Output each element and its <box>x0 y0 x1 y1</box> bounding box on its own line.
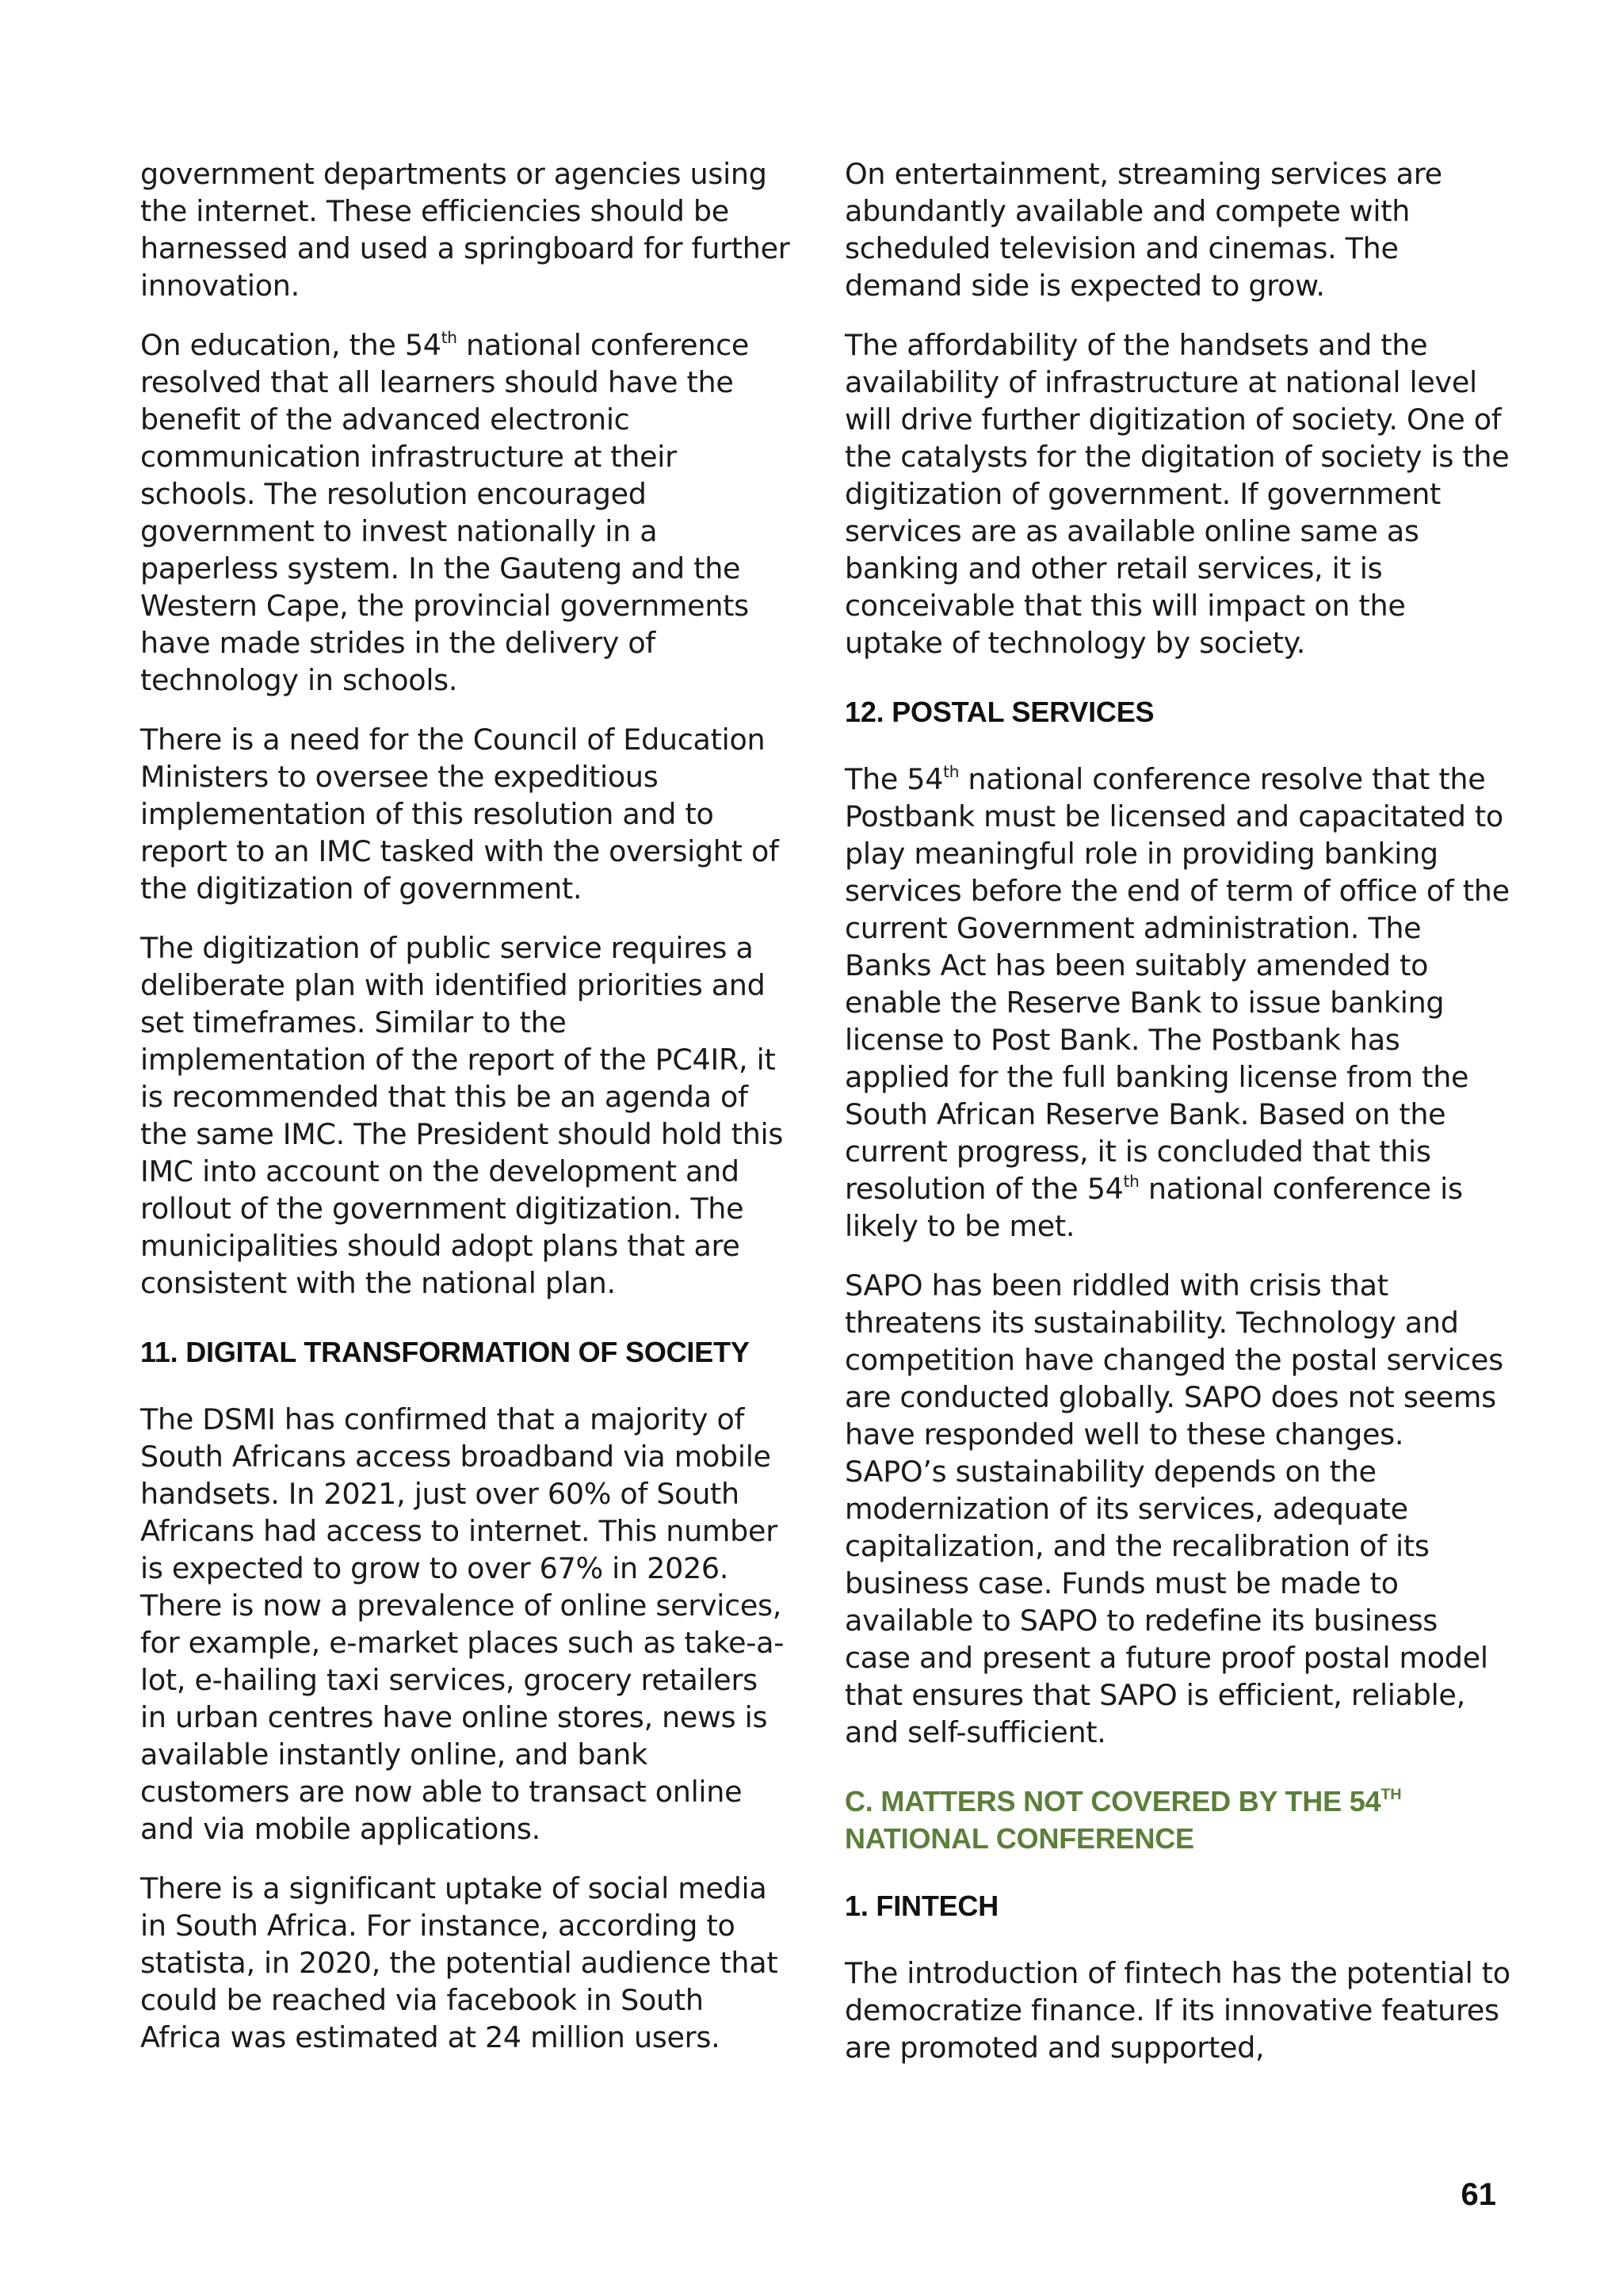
right-column <box>845 155 1510 2088</box>
paragraph: The digitization of public service requires a deliberate plan with identified priorities and set timeframes. Similar to the implementation of the report of the PC4IR, it is recommended that this be an agenda of the same IMC. The President should hold this IMC into account on the development and rollout of the government digitization. The municipalities should adopt plans that are consistent with the national plan. <box>140 931 784 1300</box>
section-heading-c <box>845 1783 1510 1857</box>
left-column <box>140 155 790 2078</box>
text-run: national conference is likely to be met. <box>845 1172 1463 1243</box>
section-heading-fintech: 1. FINTECH <box>845 1890 999 1922</box>
text-run: NATIONAL CONFERENCE <box>845 1822 1194 1855</box>
paragraph-postbank <box>845 761 1510 1245</box>
paragraph: There is a significant uptake of social media in South Africa. For instance, according to statista, in 2020, the potential audience that could be reached via facebook in South Africa was estimated at 24 million users. <box>140 1871 778 2054</box>
paragraph: The introduction of fintech has the potential to democratize finance. If its innovative features are promoted and supported, <box>845 1956 1510 2065</box>
superscript: th <box>943 761 960 781</box>
section-heading-11: 11. DIGITAL TRANSFORMATION OF SOCIETY <box>140 1336 750 1368</box>
paragraph: The affordability of the handsets and the availability of infrastructure at national level will drive further digitization of society. One of the catalysts for the digitation of society is the digitization of government. If government services are as available online same as banking and other retail services, it is conceivable that this will impact on the uptake of technology by society. <box>845 328 1510 660</box>
superscript: th <box>441 327 457 347</box>
section-heading-12: 12. POSTAL SERVICES <box>845 696 1155 728</box>
paragraph: There is a need for the Council of Education Ministers to oversee the expeditious implementation of this resolution and to report to an IMC tasked with the oversight of the digitization of government. <box>140 723 779 906</box>
paragraph: government departments or agencies using the internet. These efficiencies should be harnessed and used a springboard for further innovation. <box>140 157 790 303</box>
paragraph: On entertainment, streaming services are abundantly available and compete with scheduled television and cinemas. The demand side is expected to grow. <box>845 157 1442 303</box>
paragraph: The DSMI has confirmed that a majority of South Africans access broadband via mobile handsets. In 2021, just over 60% of South Africans had access to internet. This number is expected to grow to over 67% in 2026. There is now a prevalence of online services, for example, e-market places such as take-a-lot, e-hailing taxi services, grocery retailers in urban centres have online stores, news is available instantly online, and bank customers are now able to transact online and via mobile applications. <box>140 1402 785 1846</box>
text-run: national conference resolved that all learners should have the benefit of the advanced electronic communication infrastructure at their schools. The resolution encouraged government to invest nationally in a paperless system. In the Gauteng and the Western Cape, the provincial governments have made strides in the delivery of technology in schools. <box>140 328 750 697</box>
paragraph-education <box>140 326 790 699</box>
text-run: national conference resolve that the Postbank must be licensed and capacitated to play meaningful role in providing banking services before the end of term of office of the current Government administration. The Banks Act has been suitably amended to enable the Reserve Bank to issue banking license to Post Bank. The Postbank has applied for the full banking license from the South African Reserve Bank. Based on the current progress, it is concluded that this resolution of the 54 <box>845 762 1510 1206</box>
page-number: 61 <box>1461 2177 1496 2212</box>
superscript: th <box>1123 1171 1140 1191</box>
text-run: C. MATTERS NOT COVERED BY THE 54 <box>845 1785 1381 1817</box>
text-run: On education, the 54 <box>140 328 441 362</box>
paragraph: SAPO has been riddled with crisis that threatens its sustainability. Technology and competition have changed the postal services are conducted globally. SAPO does not seems have responded well to these changes. SAPO’s sustainability depends on the modernization of its services, adequate capitalization, and the recalibration of its business case. Funds must be made to available to SAPO to redefine its business case and present a future proof postal model that ensures that SAPO is efficient, reliable, and self-sufficient. <box>845 1268 1503 1749</box>
text-run: The 54 <box>845 762 944 796</box>
superscript: TH <box>1381 1786 1402 1804</box>
